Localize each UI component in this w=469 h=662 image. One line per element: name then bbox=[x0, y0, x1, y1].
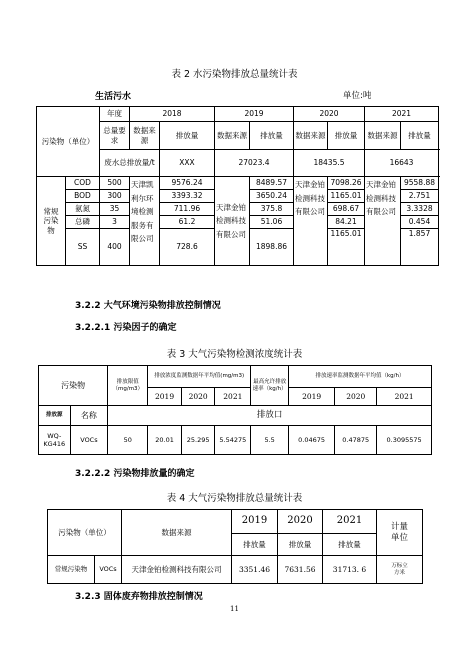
row-name: BOD bbox=[66, 190, 100, 203]
table3-caption: 表 3 大气污染物检测浓度统计表 bbox=[166, 349, 303, 360]
t4-row-2021: 31713. 6 bbox=[323, 556, 377, 584]
row-2021: 3.3328 bbox=[401, 203, 439, 216]
t3-conc-2020: 2020 bbox=[181, 388, 215, 406]
row-2019: 1898.86 bbox=[250, 229, 294, 266]
group-label: 常规污染物 bbox=[37, 177, 66, 266]
row-req: 35 bbox=[100, 203, 130, 216]
t4-row-2019: 3351.46 bbox=[232, 556, 278, 584]
row-2020: 1165.01 bbox=[328, 190, 365, 203]
h-emission-2019: 排放量 bbox=[250, 122, 294, 150]
row-2020: 698.67 bbox=[328, 203, 365, 216]
t4-h-emission-2021: 排放量 bbox=[323, 534, 377, 556]
wastewater-label: 废水总排放量/t bbox=[100, 150, 160, 177]
h-emission-2021: 排放量 bbox=[401, 122, 439, 150]
h-pollutant: 污染物（单位） bbox=[41, 136, 95, 146]
t3-row-r2021: 0.3095575 bbox=[377, 426, 432, 455]
source-2021: 天津金铂检测科技有限公司 bbox=[366, 180, 396, 216]
table4 bbox=[47, 509, 423, 584]
wastewater-2018: 27023.4 bbox=[215, 150, 294, 177]
row-2021: 1.857 bbox=[401, 229, 439, 266]
t3-h-rate: 排放速率监测数据年平均值（kg/h） bbox=[289, 366, 432, 388]
row-2021: 2.751 bbox=[401, 190, 439, 203]
row-name: SS bbox=[66, 229, 100, 266]
t3-row-id: WQ-KG416 bbox=[39, 426, 71, 455]
year-2018: 2018 bbox=[130, 107, 215, 122]
row-2018: 9576.24 bbox=[160, 177, 215, 190]
table4-caption: 表 4 大气污染物排放总量统计表 bbox=[166, 493, 303, 504]
h-year: 年度 bbox=[100, 107, 130, 122]
t3-rate-2021: 2021 bbox=[377, 388, 432, 406]
t3-h-limit: 排放限值（mg/m3） bbox=[108, 366, 148, 406]
row-req: 3 bbox=[100, 216, 130, 229]
section-3-2-2-2: 3.2.2.2 污染物排放量的确定 bbox=[75, 469, 195, 479]
t4-h-source: 数据来源 bbox=[122, 510, 232, 556]
row-2020: 84.21 bbox=[328, 216, 365, 229]
source-2020: 天津金铂检测科技有限公司 bbox=[295, 180, 325, 216]
t3-row-allow: 5.5 bbox=[251, 426, 289, 455]
t4-row-name: VOCs bbox=[95, 556, 122, 584]
h-total-req: 总量要求 bbox=[100, 122, 130, 150]
wastewater-2019: 18435.5 bbox=[294, 150, 365, 177]
row-2018: 711.96 bbox=[160, 203, 215, 216]
row-2019: 3650.24 bbox=[250, 190, 294, 203]
section-3-2-3: 3.2.3 固体废弃物排放控制情况 bbox=[75, 592, 203, 602]
t3-h-name: 名称 bbox=[70, 406, 108, 426]
t3-h-outlet-no: 排放源 bbox=[39, 406, 71, 426]
t4-year-2021: 2021 bbox=[323, 510, 377, 534]
t4-h-emission-2019: 排放量 bbox=[232, 534, 278, 556]
t4-row-2020: 7631.56 bbox=[278, 556, 323, 584]
table2-subtitle: 生活污水 bbox=[95, 92, 132, 102]
t3-h-outlet: 排放口 bbox=[108, 406, 432, 426]
table3 bbox=[38, 365, 432, 455]
t3-h-allow: 最高允许排放速率（kg/h） bbox=[251, 366, 289, 406]
row-2019: 375.8 bbox=[250, 203, 294, 216]
row-2018: 3393.32 bbox=[160, 190, 215, 203]
year-2020: 2020 bbox=[294, 107, 365, 122]
row-2020: 1165.01 bbox=[328, 229, 365, 266]
t4-year-2019: 2019 bbox=[232, 510, 278, 534]
row-2018: 61.2 bbox=[160, 216, 215, 229]
year-2019: 2019 bbox=[215, 107, 294, 122]
t4-row-unit: 万标立方米 bbox=[377, 556, 423, 584]
t3-row-c2020: 25.295 bbox=[181, 426, 215, 455]
t3-h-conc: 排放浓度监测数据年平均值(mg/m3) bbox=[148, 366, 251, 388]
t3-row-r2019: 0.04675 bbox=[289, 426, 335, 455]
t4-h-pollutant: 污染物（单位） bbox=[48, 510, 122, 556]
table2-unit: 单位:吨 bbox=[343, 91, 372, 101]
t3-rate-2020: 2020 bbox=[335, 388, 377, 406]
row-name: COD bbox=[66, 177, 100, 190]
table2-caption: 表 2 水污染物排放总量统计表 bbox=[171, 69, 298, 80]
row-req: 300 bbox=[100, 190, 130, 203]
t4-row-source: 天津金铂检测科技有限公司 bbox=[122, 556, 232, 584]
t4-h-unit: 计量单位 bbox=[377, 510, 423, 556]
h-emission-2018: 排放量 bbox=[160, 122, 215, 150]
t4-row-group: 常规污染物 bbox=[48, 556, 95, 584]
row-2019: 51.06 bbox=[250, 216, 294, 229]
source-2019: 天津金铂检测科技有限公司 bbox=[216, 202, 246, 239]
table2 bbox=[36, 106, 439, 266]
t3-rate-2019: 2019 bbox=[289, 388, 335, 406]
wastewater-2020: 16643 bbox=[365, 150, 439, 177]
row-2019: 8489.57 bbox=[250, 177, 294, 190]
row-2021: 0.454 bbox=[401, 216, 439, 229]
row-name: 总磷 bbox=[66, 216, 100, 229]
year-2021: 2021 bbox=[365, 107, 439, 122]
t3-conc-2021: 2021 bbox=[215, 388, 251, 406]
row-name: 氨氮 bbox=[66, 203, 100, 216]
source-2018: 天津凯利尔环境检测服务有限公司 bbox=[131, 180, 154, 243]
h-source-2021: 数据来源 bbox=[365, 122, 401, 150]
section-3-2-2: 3.2.2 大气环境污染物排放控制情况 bbox=[75, 301, 221, 311]
h-emission-2020: 排放量 bbox=[328, 122, 365, 150]
h-source-2018: 数据来源 bbox=[130, 122, 160, 150]
t3-conc-2019: 2019 bbox=[148, 388, 182, 406]
row-2020: 7098.26 bbox=[328, 177, 365, 190]
t4-year-2020: 2020 bbox=[278, 510, 323, 534]
t3-row-c2019: 20.01 bbox=[148, 426, 182, 455]
t3-row-name: VOCs bbox=[70, 426, 108, 455]
wastewater-req: XXX bbox=[160, 150, 215, 177]
t3-row-limit: 50 bbox=[108, 426, 148, 455]
h-source-2019: 数据来源 bbox=[215, 122, 250, 150]
row-req: 400 bbox=[100, 229, 130, 266]
h-source-2020: 数据来源 bbox=[294, 122, 328, 150]
t3-row-c2021: 5.54275 bbox=[215, 426, 251, 455]
t3-h-pollutant: 污染物 bbox=[39, 366, 108, 406]
page-number: 11 bbox=[230, 605, 239, 613]
row-req: 500 bbox=[100, 177, 130, 190]
row-2018: 728.6 bbox=[160, 229, 215, 266]
t4-h-emission-2020: 排放量 bbox=[278, 534, 323, 556]
row-2021: 9558.88 bbox=[401, 177, 439, 190]
t3-row-r2020: 0.47875 bbox=[335, 426, 377, 455]
section-3-2-2-1: 3.2.2.1 污染因子的确定 bbox=[75, 323, 177, 333]
